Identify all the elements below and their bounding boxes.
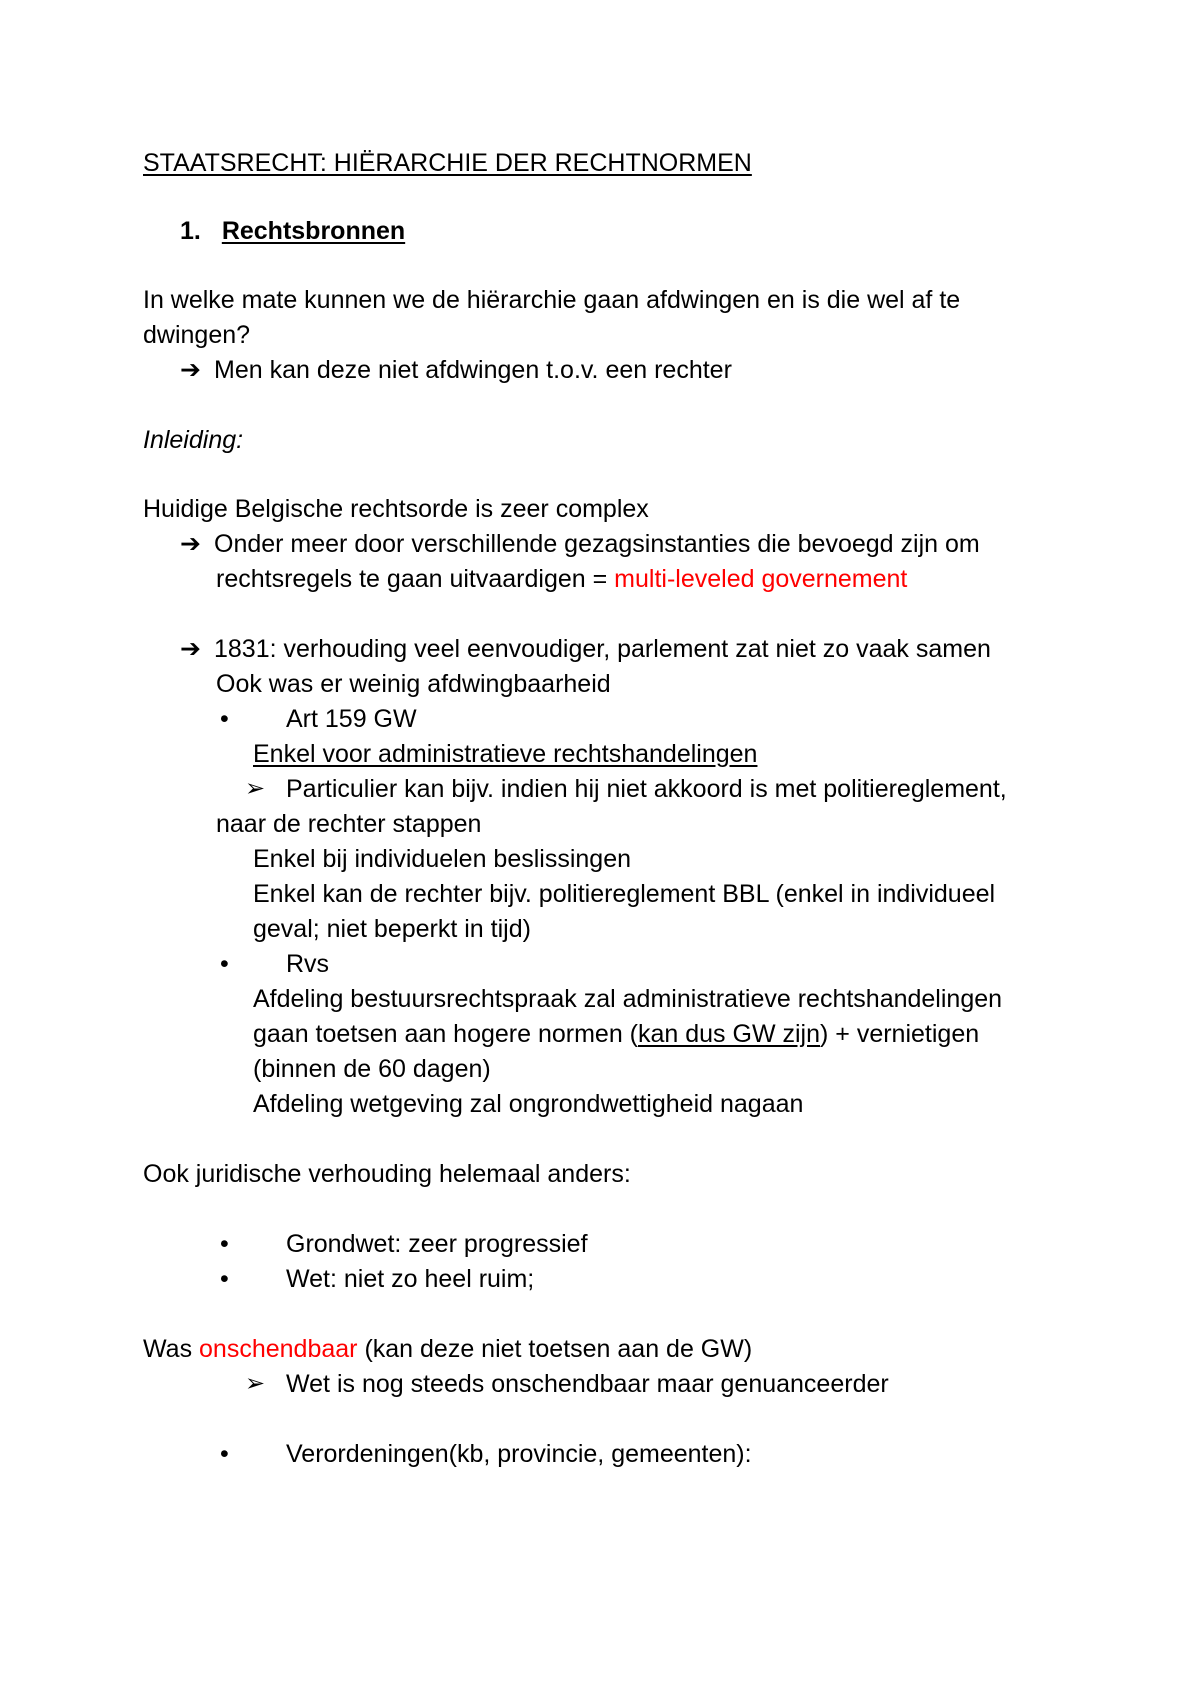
art159-bullet: Art 159 GW bbox=[286, 705, 417, 733]
rvs-underlined: kan dus GW zijn bbox=[638, 1020, 821, 1048]
arrow1-line-1 bbox=[180, 527, 980, 561]
section-heading bbox=[180, 214, 405, 248]
arrow2-text: 1831: verhouding veel eenvoudiger, parlement zat niet zo vaak samen bbox=[214, 635, 991, 663]
rvs-line-2 bbox=[253, 1017, 979, 1051]
multi-leveled-highlight: multi-leveled governement bbox=[614, 565, 908, 593]
rvs-line-4: Afdeling wetgeving zal ongrondwettigheid nagaan bbox=[253, 1090, 804, 1118]
rvs-bullet: Rvs bbox=[286, 950, 330, 978]
section-title: Rechtsbronnen bbox=[221, 217, 406, 245]
answer-text: Men kan deze niet afdwingen t.o.v. een rechter bbox=[214, 356, 732, 384]
onschendbaar-highlight: onschendbaar bbox=[199, 1335, 358, 1363]
rvs-line-3: (binnen de 60 dagen) bbox=[253, 1055, 491, 1083]
inleiding-label: Inleiding: bbox=[143, 426, 244, 454]
arrow2-line-1 bbox=[180, 632, 991, 666]
bullet-icon: • bbox=[220, 1440, 229, 1468]
arrow1-text: Onder meer door verschillende gezagsinstanties die bevoegd zijn om bbox=[214, 530, 980, 558]
document-title: STAATSRECHT: HIËRARCHIE DER RECHTNORMEN bbox=[143, 149, 752, 177]
rvs-line-2-start: gaan toetsen aan hogere normen ( bbox=[253, 1020, 638, 1048]
bullet-icon: • bbox=[220, 705, 229, 733]
onschendbaar-end: (kan deze niet toetsen aan de GW) bbox=[357, 1335, 753, 1363]
art159-sub: Enkel voor administratieve rechtshandelingen bbox=[253, 740, 758, 768]
intro-line: Huidige Belgische rechtsorde is zeer complex bbox=[143, 495, 649, 523]
bullet-icon: • bbox=[220, 1265, 229, 1293]
verordeningen-bullet: Verordeningen(kb, provincie, gemeenten): bbox=[286, 1440, 752, 1468]
answer-line bbox=[180, 353, 732, 387]
juridisch-bullet-2: Wet: niet zo heel ruim; bbox=[286, 1265, 535, 1293]
arrow-icon: ➔ bbox=[180, 530, 201, 558]
arrow-icon: ➔ bbox=[180, 635, 201, 663]
arrow2-line-2: Ook was er weinig afdwingbaarheid bbox=[216, 670, 611, 698]
chevron-icon: ➢ bbox=[245, 775, 266, 802]
bullet-icon: • bbox=[220, 1230, 229, 1258]
rvs-line-1: Afdeling bestuursrechtspraak zal administratieve rechtshandelingen bbox=[253, 985, 1003, 1013]
art159-chev-line-1: Particulier kan bijv. indien hij niet akkoord is met politiereglement, bbox=[286, 775, 1007, 803]
art159-chev-line-2: naar de rechter stappen bbox=[216, 810, 482, 838]
section-number: 1. bbox=[180, 217, 201, 245]
arrow-icon: ➔ bbox=[180, 356, 201, 384]
art159-line-5: geval; niet beperkt in tijd) bbox=[253, 915, 531, 943]
question-line-2: dwingen? bbox=[143, 321, 251, 349]
art159-line-4: Enkel kan de rechter bijv. politiereglement BBL (enkel in individueel bbox=[253, 880, 996, 908]
arrow1-line-2 bbox=[216, 562, 907, 596]
rvs-line-2-end: ) + vernietigen bbox=[820, 1020, 980, 1048]
onschendbaar-start: Was bbox=[143, 1335, 200, 1363]
arrow1-line-2-text: rechtsregels te gaan uitvaardigen = bbox=[216, 565, 615, 593]
art159-line-3: Enkel bij individuelen beslissingen bbox=[253, 845, 632, 873]
juridisch-line: Ook juridische verhouding helemaal anders: bbox=[143, 1160, 631, 1188]
question-line-1: In welke mate kunnen we de hiërarchie gaan afdwingen en is die wel af te bbox=[143, 286, 961, 314]
onschendbaar-chev: Wet is nog steeds onschendbaar maar genuanceerder bbox=[286, 1370, 889, 1398]
juridisch-bullet-1: Grondwet: zeer progressief bbox=[286, 1230, 588, 1258]
chevron-icon: ➢ bbox=[245, 1370, 266, 1397]
bullet-icon: • bbox=[220, 950, 229, 978]
onschendbaar-line bbox=[143, 1332, 752, 1366]
